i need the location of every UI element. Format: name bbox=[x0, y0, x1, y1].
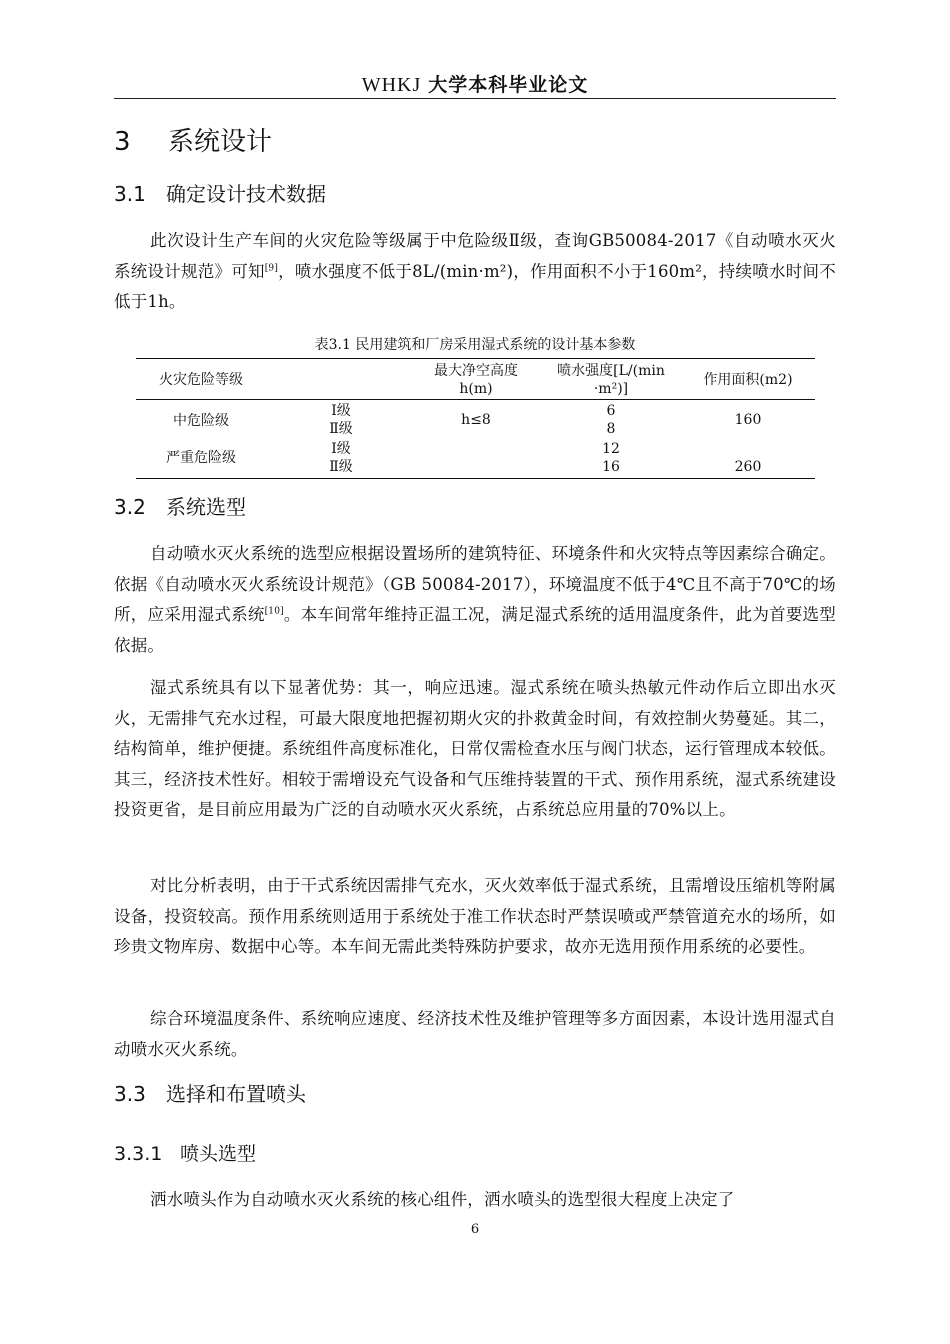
section-3-3-1-heading bbox=[114, 1141, 256, 1167]
header-max-height-unit: h(m) bbox=[459, 381, 493, 397]
paragraph-text: 自动喷水灭火系统的选型应根据设置场所的建筑特征、环境条件和火灾特点等因素综合确定。依据《自动喷水灭火系统设计规范》（GB 50084-2017），环境温度不低于4℃且不高于70℃的场所，应采用湿式系统 bbox=[114, 544, 836, 625]
paragraph-conclusion: 综合环境温度条件、系统响应速度、经济技术性及维护管理等多方面因素，本设计选用湿式自动喷水灭火系统。 bbox=[114, 1009, 836, 1059]
mid-level-1: Ⅰ级 bbox=[331, 403, 351, 419]
header-spray-intensity-unit: ·m²)] bbox=[593, 381, 629, 397]
citation-10: [10] bbox=[264, 606, 284, 617]
table-bottom-rule bbox=[136, 478, 815, 479]
severe-intensity-2: 16 bbox=[602, 459, 620, 475]
page-number: 6 bbox=[470, 1222, 480, 1237]
header-latin: WHKJ bbox=[361, 74, 422, 96]
table-header-rule bbox=[136, 399, 815, 400]
section-title: 确定设计技术数据 bbox=[166, 182, 326, 206]
page-header bbox=[114, 74, 836, 96]
paragraph-wet-system-advantages: 湿式系统具有以下显著优势：其一，响应迅速。湿式系统在喷头热敏元件动作后立即出水灭火，无需排气充水过程，可最大限度地把握初期火灾的扑救黄金时间，有效控制火势蔓延。其二，结构简单，维护便捷。系统组件高度标准化，日常仅需检查水压与阀门状态，运行管理成本较低。其三，经济技术性好。相较于需增设充气设备和气压维持装置的干式、预作用系统，湿式系统建设投资更省，是目前应用最为广泛的自动喷水灭火系统，占系统总应用量的70%以上。 bbox=[114, 678, 836, 820]
table-caption: 表3.1 民用建筑和厂房采用湿式系统的设计基本参数 bbox=[314, 337, 636, 353]
height-limit: h≤8 bbox=[461, 412, 491, 428]
parameters-table bbox=[136, 358, 815, 480]
header-title: 大学本科毕业论文 bbox=[428, 74, 589, 96]
header-rule bbox=[114, 98, 836, 99]
paragraph-text: 。本车间常年维持正温工况，满足湿式系统的适用温度条件，此为首要选型依据。 bbox=[114, 605, 836, 655]
severe-area: 260 bbox=[734, 459, 762, 475]
section-number: 3.1 bbox=[114, 182, 146, 206]
paragraph-nozzle-selection: 洒水喷头作为自动喷水灭火系统的核心组件，洒水喷头的选型很大程度上决定了 bbox=[150, 1190, 735, 1209]
paragraph-selection-basis bbox=[114, 539, 836, 661]
section-3-2-heading bbox=[114, 494, 246, 520]
header-spray-intensity: 喷水强度[L/(min bbox=[557, 363, 665, 379]
section-title: 选择和布置喷头 bbox=[166, 1082, 306, 1106]
mid-area: 160 bbox=[734, 412, 762, 428]
paragraph-text: ，喷水强度不低于8L/(min·m²)，作用面积不小于160m²，持续喷水时间不低于1h。 bbox=[114, 261, 836, 312]
row-label-mid-hazard: 中危险级 bbox=[173, 413, 229, 429]
section-number: 3.3 bbox=[114, 1082, 146, 1106]
mid-level-2: Ⅱ级 bbox=[329, 421, 353, 437]
section-number: 3.3.1 bbox=[114, 1143, 163, 1165]
chapter-heading bbox=[114, 127, 272, 157]
header-action-area: 作用面积(m2) bbox=[703, 372, 793, 388]
section-title: 系统选型 bbox=[166, 495, 246, 519]
header-max-height: 最大净空高度 bbox=[434, 363, 518, 379]
table-top-rule bbox=[136, 358, 815, 359]
citation-9: [9] bbox=[264, 263, 279, 274]
section-number: 3.2 bbox=[114, 495, 146, 519]
severe-level-2: Ⅱ级 bbox=[329, 459, 353, 475]
severe-level-1: Ⅰ级 bbox=[331, 441, 351, 457]
mid-intensity-1: 6 bbox=[606, 403, 616, 419]
mid-intensity-2: 8 bbox=[606, 421, 616, 437]
chapter-title: 系统设计 bbox=[168, 127, 273, 157]
paragraph-design-data bbox=[114, 226, 836, 318]
paragraph-comparison: 对比分析表明，由于干式系统因需排气充水，灭火效率低于湿式系统，且需增设压缩机等附属设备，投资较高。预作用系统则适用于系统处于准工作状态时严禁误喷或严禁管道充水的场所，如珍贵文物库房、数据中心等。本车间无需此类特殊防护要求，故亦无选用预作用系统的必要性。 bbox=[114, 876, 836, 957]
section-title: 喷头选型 bbox=[180, 1143, 257, 1165]
chapter-number: 3 bbox=[114, 127, 131, 157]
severe-intensity-1: 12 bbox=[602, 441, 620, 457]
row-label-severe-hazard: 严重危险级 bbox=[166, 450, 236, 466]
section-3-3-heading bbox=[114, 1081, 306, 1107]
header-hazard-class: 火灾危险等级 bbox=[159, 372, 243, 388]
paragraph-text: 此次设计生产车间的火灾危险等级属于中危险级Ⅱ级，查询GB50084-2017《自动喷水灭火系统设计规范》可知 bbox=[114, 231, 836, 281]
section-3-1-heading bbox=[114, 181, 326, 207]
